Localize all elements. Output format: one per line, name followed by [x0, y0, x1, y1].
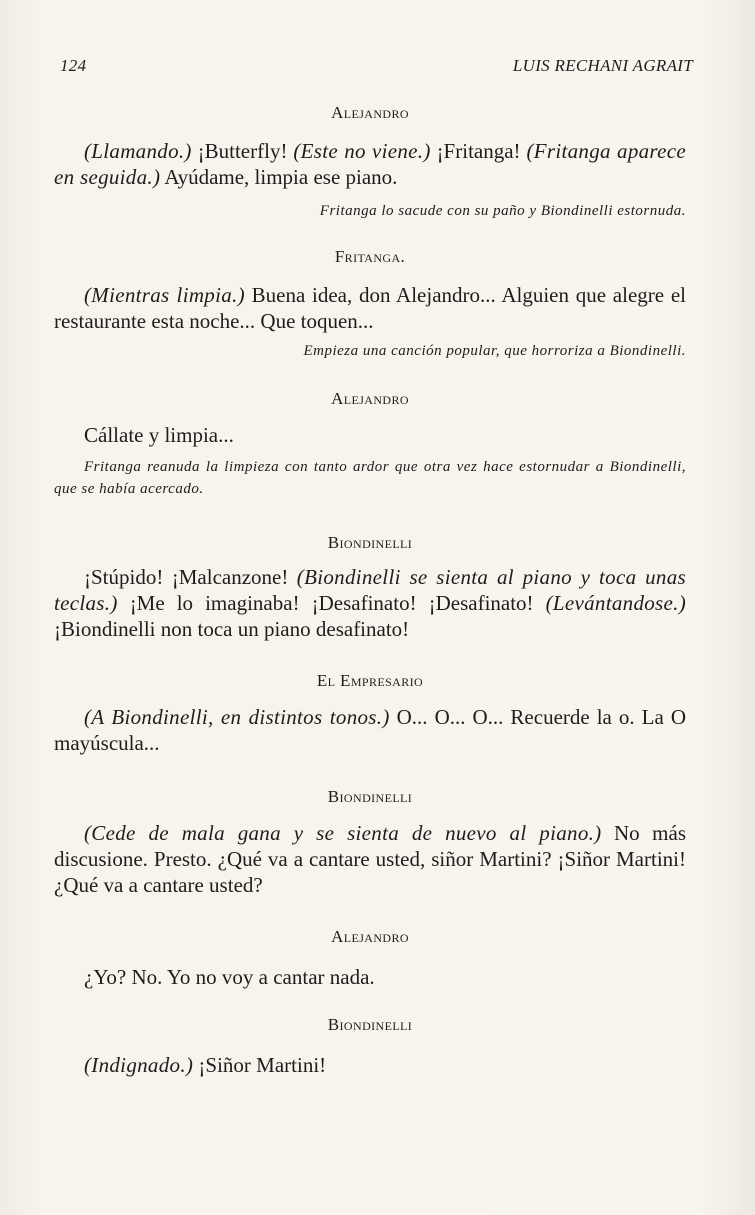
speaker-name: Biondinelli [327, 1015, 413, 1034]
stage-direction-inline: (Cede de mala gana y se sienta de nuevo al piano.) [84, 821, 602, 845]
dialogue-text: ¡Me lo imaginaba! ¡Desafinato! ¡Desafinato! [117, 591, 546, 615]
stage-direction-inline: (Biondinelli se sienta al piano y toca unas teclas.) [54, 565, 686, 615]
stage-direction-inline: (Llamando.) [84, 139, 192, 163]
page-number: 124 [60, 56, 87, 75]
dialogue-line [54, 964, 686, 990]
speaker-name: Fritanga. [334, 247, 406, 266]
dialogue-text: No más discusione. Presto. ¿Qué va a cantare usted, siñor Martini? ¡Siñor Martini! ¿Qué va a cantare usted? [54, 821, 686, 897]
stage-direction-inline: (Levántandose.) [545, 591, 686, 615]
speaker-name: Alejandro [331, 927, 409, 946]
play-text [54, 98, 686, 1078]
dialogue-text: Buena idea, don Alejandro... Alguien que alegre el restaurante esta noche... Que toquen... [54, 283, 686, 333]
speaker-name: Biondinelli [327, 533, 413, 552]
speaker-name: Biondinelli [327, 787, 413, 806]
dialogue-line [54, 820, 686, 898]
running-head: LUIS RECHANI AGRAIT [512, 56, 693, 75]
dialogue-text: ¿Yo? No. Yo no voy a cantar nada. [84, 965, 375, 989]
stage-direction: Fritanga reanuda la limpieza con tanto ardor que otra vez hace estornudar a Biondinelli, que se había acercado. [54, 459, 686, 497]
dialogue-text: ¡Biondinelli non toca un piano desafinato! [54, 617, 410, 641]
stage-direction-inline: (A Biondinelli, en distintos tonos.) [84, 705, 390, 729]
dialogue-text: ¡Fritanga! [430, 139, 527, 163]
dialogue-text: ¡Siñor Martini! [193, 1053, 327, 1077]
speaker-name: El Empresario [316, 671, 424, 690]
stage-direction-inline: (Fritanga aparece en seguida.) [54, 139, 686, 189]
dialogue-line [54, 704, 686, 756]
dialogue-text: Cállate y limpia... [84, 423, 234, 447]
dialogue-line [54, 138, 686, 190]
stage-direction-inline: (Indignado.) [84, 1053, 194, 1077]
page-header [60, 56, 693, 80]
stage-direction-inline: (Mientras limpia.) [84, 283, 245, 307]
dialogue-line [54, 422, 686, 448]
stage-direction: Empieza una canción popular, que horroriza a Biondinelli. [303, 343, 686, 359]
dialogue-text: ¡Stúpido! ¡Malcanzone! [84, 565, 297, 589]
speaker-name: Alejandro [331, 389, 409, 408]
stage-direction-inline: (Este no viene.) [293, 139, 431, 163]
speaker-name: Alejandro [331, 103, 409, 122]
dialogue-text: O... O... O... Recuerde la o. La O mayúscula... [54, 705, 686, 755]
stage-direction: Fritanga lo sacude con su paño y Biondinelli estornuda. [319, 203, 686, 219]
dialogue-line [54, 1052, 686, 1078]
dialogue-line [54, 282, 686, 334]
dialogue-line [54, 564, 686, 642]
dialogue-text: Ayúdame, limpia ese piano. [160, 165, 398, 189]
dialogue-text: ¡Butterfly! [191, 139, 294, 163]
